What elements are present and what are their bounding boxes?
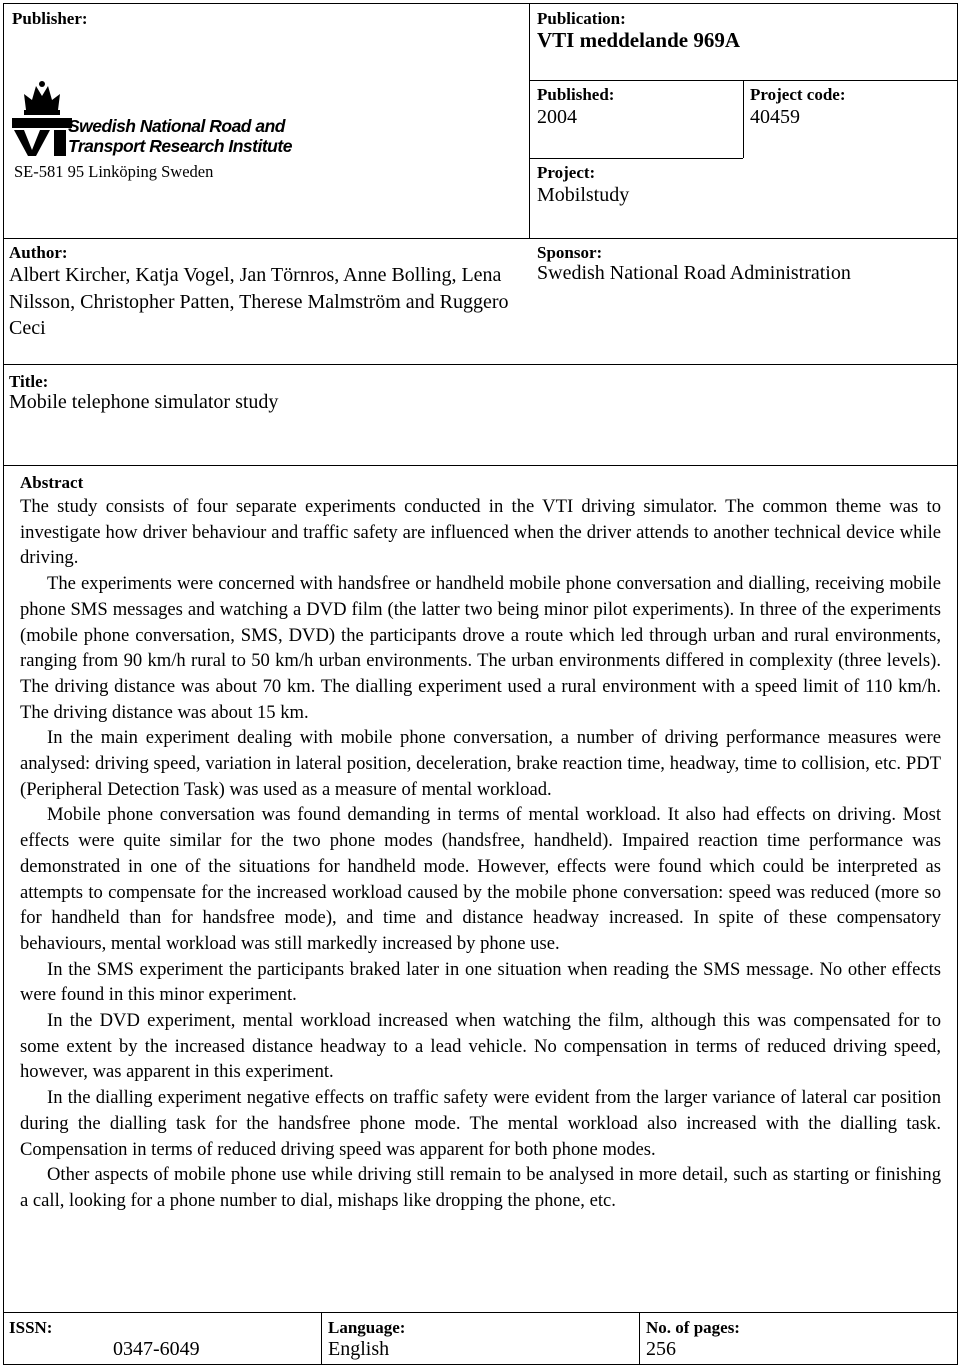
abstract-paragraph: In the DVD experiment, mental workload increased when watching the film, although this was compensated for to some extent by the increased distance headway to a lead vehicle. No compensation in terms of reduced driving speed, however, was apparent in this experiment. <box>20 1010 941 1083</box>
abstract-paragraph: In the SMS experiment the participants braked later in one situation when reading the SMS message. No other effects were found in this minor experiment. <box>20 958 941 1006</box>
divider <box>639 1312 640 1365</box>
abstract-paragraph: In the main experiment dealing with mobile phone conversation, a number of driving performance measures were analysed: driving speed, variation in lateral position, deceleration, brake reaction time, headway, time to collision, etc. PDT (Peripheral Detection Task) was used as a measure of mental workload. <box>20 727 941 800</box>
logo-line-2: Transport Research Institute <box>68 136 292 156</box>
publication-value: VTI meddelande 969A <box>537 28 741 52</box>
pages-value: 256 <box>646 1338 676 1360</box>
divider <box>3 364 958 365</box>
sponsor-value: Swedish National Road Administration <box>537 262 851 284</box>
project-code-value: 40459 <box>750 106 800 128</box>
abstract-paragraph: Other aspects of mobile phone use while driving still remain to be analysed in more detail, such as starting or finishing a call, looking for a phone number to dial, mishaps like dropping the phone, etc. <box>20 1164 941 1211</box>
pages-label: No. of pages: <box>646 1318 740 1337</box>
abstract-paragraph: Mobile phone conversation was found demanding in terms of mental workload. It also had effects on driving. Most effects were quite similar for the two phone modes (handsfree, handheld). Impaired reaction time performance was demonstrated in one of the situations for handheld mode. However, effects were found which could be interpreted as attempts to compensate for the increased workload caused by the mobile phone conversation: speed was reduced (more so for handheld than for handsfree mode), and time and distance headway increased. In spite of these compensatory behaviours, mental workload was still markedly increased by phone use. <box>20 804 941 954</box>
abstract-paragraph: The experiments were concerned with handsfree or handheld mobile phone conversation and dialling, receiving mobile phone SMS messages and watching a DVD film (the latter two being minor pilot experiments). In three of the experiments (mobile phone conversation, SMS, DVD) the participants drove a route which led through urban and rural environments, ranging from 90 km/h rural to 50 km/h urban environments. The urban environments differed in complexity (three levels). The driving distance was about 70 km. The dialling experiment used a rural environment with a speed limit of 110 km/h. The driving distance was about 15 km. <box>20 573 941 723</box>
language-label: Language: <box>328 1318 406 1337</box>
divider <box>743 80 744 158</box>
author-label: Author: <box>9 243 68 262</box>
published-label: Published: <box>537 85 615 104</box>
vti-crown-logo-icon <box>12 80 72 156</box>
abstract-body <box>20 494 941 1214</box>
title-label: Title: <box>9 372 49 391</box>
project-label: Project: <box>537 163 596 182</box>
divider <box>529 3 530 238</box>
divider <box>3 465 958 466</box>
project-value: Mobilstudy <box>537 184 630 206</box>
author-value: Albert Kircher, Katja Vogel, Jan Törnros, Anne Bolling, Lena Nilsson, Christopher Patten, Therese Malmström and Ruggero Ceci <box>9 264 509 339</box>
publisher-logo <box>12 80 312 160</box>
language-value: English <box>328 1338 390 1360</box>
publication-label: Publication: <box>537 9 626 28</box>
divider <box>3 1312 958 1313</box>
issn-value: 0347-6049 <box>113 1338 200 1360</box>
project-code-label: Project code: <box>750 85 846 104</box>
issn-label: ISSN: <box>9 1318 53 1337</box>
divider <box>3 238 958 239</box>
published-value: 2004 <box>537 106 577 128</box>
abstract-paragraph: The study consists of four separate experiments conducted in the VTI driving simulator. The common theme was to investigate how driver behaviour and traffic safety are influenced when the driver attends to another technical device while driving. <box>20 496 941 569</box>
logo-line-1: Swedish National Road and <box>68 116 285 136</box>
abstract-label: Abstract <box>20 473 84 492</box>
divider <box>321 1312 322 1365</box>
publisher-label: Publisher: <box>12 9 88 28</box>
publisher-address: SE-581 95 Linköping Sweden <box>14 162 214 181</box>
title-value: Mobile telephone simulator study <box>9 391 279 413</box>
divider <box>529 158 743 159</box>
abstract-paragraph: In the dialling experiment negative effects on traffic safety were evident from the larger variance of lateral car position during the dialling task for the handsfree phone mode. The mental workload also increased with the dialling task. Compensation in terms of reduced driving speed was apparent for both phone modes. <box>20 1087 941 1160</box>
sponsor-label: Sponsor: <box>537 243 603 262</box>
